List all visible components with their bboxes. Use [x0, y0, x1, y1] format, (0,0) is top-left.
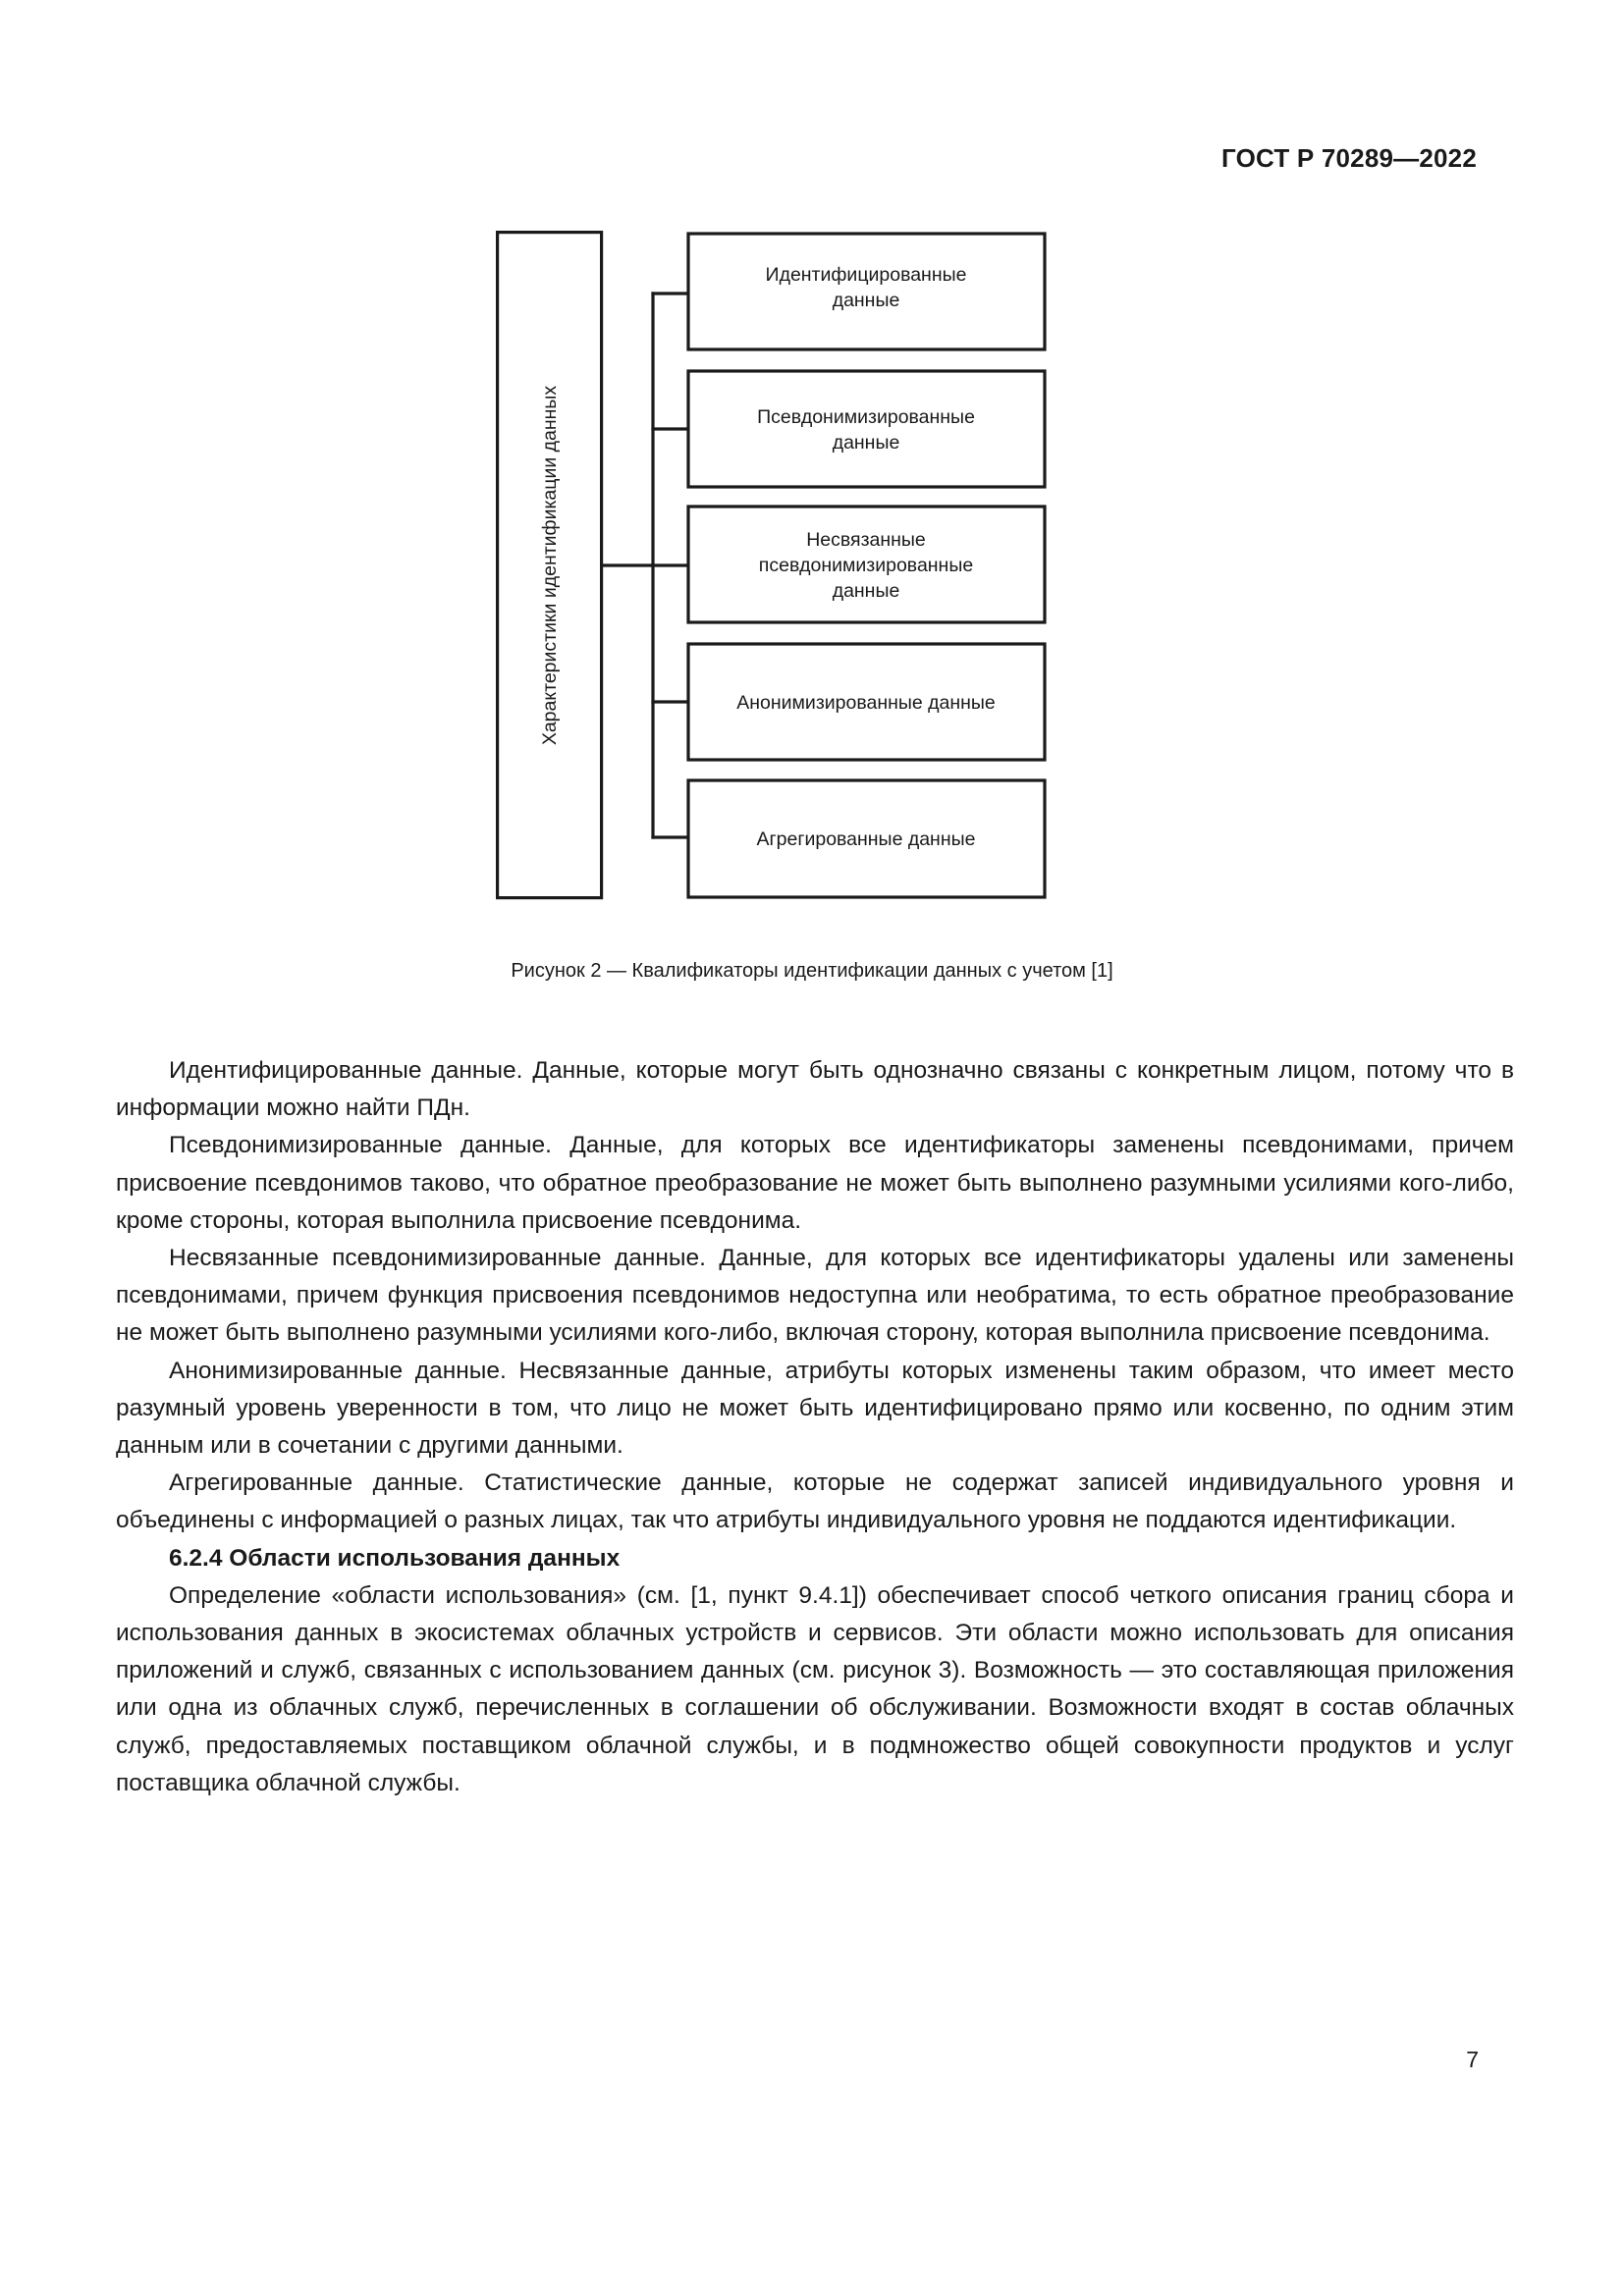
paragraph-pseudonymized-data: Псевдонимизированные данные. Данные, для которых все идентификаторы заменены псевдонимами, причем присвоение псевдонимов таково, что обратное преобразование не может быть выполнено разумными усилиями кого-либо, кроме стороны, которая выполнила присвоение псевдонима. [116, 1132, 1514, 1234]
category-box-4-line-1: Анонимизированные данные [736, 692, 996, 714]
category-box-5-line-1: Агрегированные данные [756, 828, 976, 850]
paragraph-identified-data: Идентифицированные данные. Данные, которые могут быть однозначно связаны с конкретным лицом, потому что в информации можно найти ПДн. [116, 1057, 1514, 1122]
category-box-3-line-2: псевдонимизированные [758, 555, 974, 576]
paragraph-usage-domains: Определение «области использования» (см. [1, пункт 9.4.1]) обеспечивает способ четкого описания границ сбора и использования данных в экосистемах облачных устройств и сервисов. Эти области можно использовать для описания приложений и служб, связанных с использованием данных (см. рисунок 3). Возможность — это составляющая приложения или одна из облачных служб, перечисленных в соглашении об обслуживании. Возможности входят в состав облачных служб, предоставляемых поставщиком облачной службы, и в подмножество общей совокупности продуктов и услуг поставщика облачной службы. [116, 1581, 1514, 1796]
category-box-2 [688, 371, 1045, 487]
category-box-2-line-2: данные [832, 432, 900, 454]
paragraph-unlinked-pseudonymized-data: Несвязанные псевдонимизированные данные. Данные, для которых все идентификаторы удалены или заменены псевдонимами, причем функция присвоения псевдонимов недоступна или необратима, то есть обратное преобразование не может быть выполнено разумными усилиями кого-либо, включая сторону, которая выполнила присвоение псевдонима. [116, 1245, 1514, 1347]
page-number: 7 [1466, 2047, 1479, 2072]
paragraph-aggregated-data: Агрегированные данные. Статистические данные, которые не содержат записей индивидуального уровня и объединены с информацией о разных лицах, так что атрибуты индивидуального уровня не поддаются идентификации. [116, 1469, 1514, 1534]
category-box-2-line-1: Псевдонимизированные [757, 406, 975, 428]
figure-2-diagram [496, 231, 1048, 900]
figure-caption: Рисунок 2 — Квалификаторы идентификации данных с учетом [1] [511, 960, 1113, 982]
root-box-label: Характеристики идентификации данных [539, 385, 561, 746]
category-box-1-line-2: данные [832, 290, 900, 311]
category-box-3-line-1: Несвязанные [806, 529, 926, 551]
body-text-column [116, 1052, 1514, 1802]
category-box-3-line-3: данные [832, 580, 900, 602]
paragraph-anonymized-data: Анонимизированные данные. Несвязанные данные, атрибуты которых изменены таким образом, что имеет место разумный уровень уверенности в том, что лицо не может быть идентифицировано прямо или косвенно, по одним этим данным или в сочетании с другими данными. [116, 1357, 1514, 1460]
diagram-svg [496, 231, 1048, 900]
category-box-1-line-1: Идентифицированные [765, 264, 967, 286]
standard-number-header: ГОСТ Р 70289—2022 [1221, 143, 1477, 173]
section-heading-6-2-4: 6.2.4 Области использования данных [169, 1544, 621, 1572]
